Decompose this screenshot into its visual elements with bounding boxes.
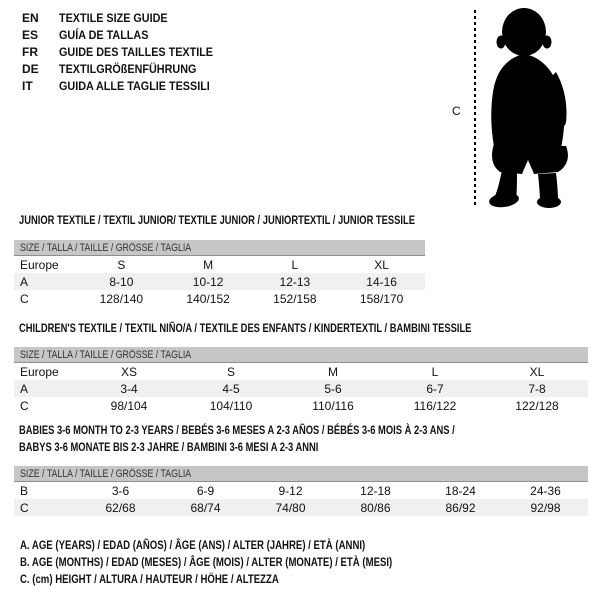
size-header-label: SIZE / TALLA / TAILLE / GRÖSSE / TAGLIA bbox=[14, 240, 425, 256]
note-height-cm-text: C. (cm) HEIGHT / ALTURA / HAUTEUR / HÖHE / ALTEZZA bbox=[20, 572, 279, 586]
row-label: B bbox=[20, 483, 29, 498]
language-code: IT bbox=[22, 79, 33, 93]
babies-table-title-line2-text: BABYS 3-6 MONATE BIS 2-3 JAHRE / BAMBINI 3-6 MESI A 2-3 ANNI bbox=[19, 440, 319, 454]
size-cell: 62/68 bbox=[78, 499, 163, 516]
size-header-label: SIZE / TALLA / TAILLE / GRÖSSE / TAGLIA bbox=[14, 347, 588, 363]
size-cell: 8-10 bbox=[78, 273, 165, 290]
language-row bbox=[22, 61, 230, 78]
language-label: GUIDA ALLE TAGLIE TESSILI bbox=[59, 79, 210, 93]
language-label: GUÍA DE TALLAS bbox=[59, 28, 149, 42]
language-label: GUIDE DES TAILLES TEXTILE bbox=[59, 45, 214, 59]
note-age-months bbox=[20, 554, 485, 571]
size-cell: 74/80 bbox=[248, 499, 333, 516]
note-age-years-text: A. AGE (YEARS) / EDAD (AÑOS) / ÂGE (ANS) / ALTER (JAHRE) / ETÀ (ANNI) bbox=[20, 538, 366, 552]
size-cell: 158/170 bbox=[359, 291, 404, 306]
size-cell: 18-24 bbox=[445, 483, 476, 498]
size-cell: 152/158 bbox=[273, 291, 317, 306]
size-cell: M bbox=[203, 257, 214, 272]
legend-notes bbox=[20, 537, 485, 588]
row-label: C bbox=[20, 398, 29, 413]
children-table-title bbox=[19, 321, 599, 335]
size-cell: 68/74 bbox=[163, 499, 248, 516]
junior-table-title-text: JUNIOR TEXTILE / TEXTIL JUNIOR/ TEXTILE JUNIOR / JUNIORTEXTIL / JUNIOR TESSILE bbox=[19, 213, 415, 227]
babies-table-title-line1 bbox=[19, 423, 578, 437]
size-cell: 6-9 bbox=[196, 483, 215, 498]
size-cell: 12-13 bbox=[252, 273, 339, 290]
size-cell: S bbox=[117, 257, 126, 272]
note-age-months-text: B. AGE (MONTHS) / EDAD (MESES) / ÂGE (MOIS) / ALTER (MONATE) / ETÀ (MESI) bbox=[20, 555, 393, 569]
row-label: Europe bbox=[20, 257, 59, 272]
language-code: EN bbox=[22, 11, 39, 25]
row-label: A bbox=[14, 273, 78, 290]
children-size-table bbox=[14, 347, 588, 414]
table-row bbox=[14, 363, 588, 381]
size-cell: 86/92 bbox=[418, 499, 503, 516]
height-measure-label: C bbox=[452, 104, 461, 118]
babies-size-table bbox=[14, 466, 588, 516]
size-cell: S bbox=[226, 364, 235, 379]
language-code: ES bbox=[22, 28, 39, 42]
junior-table-title bbox=[19, 213, 527, 227]
size-cell: 116/122 bbox=[413, 398, 457, 413]
table-row bbox=[14, 482, 588, 500]
size-cell: 5-6 bbox=[282, 380, 384, 397]
height-measure-dashed-line bbox=[474, 10, 476, 207]
note-height-cm bbox=[20, 571, 485, 588]
size-cell: 12-18 bbox=[360, 483, 391, 498]
size-cell: 14-16 bbox=[338, 273, 425, 290]
table-row bbox=[14, 380, 588, 397]
language-row bbox=[22, 44, 230, 61]
size-cell: 98/104 bbox=[110, 398, 148, 413]
baby-silhouette-icon bbox=[486, 8, 578, 208]
language-row bbox=[22, 10, 230, 27]
babies-table-title-line1-text: BABIES 3-6 MONTH TO 2-3 YEARS / BEBÉS 3-6 MESES A 2-3 AÑOS / BÉBÉS 3-6 MOIS À 2-3 ANS / bbox=[19, 423, 455, 437]
language-label: TEXTILGRÖßENFÜHRUNG bbox=[59, 62, 197, 76]
children-table-title-text: CHILDREN'S TEXTILE / TEXTIL NIÑO/A / TEXTILE DES ENFANTS / KINDERTEXTIL / BAMBINI TESSILE bbox=[19, 321, 472, 335]
row-label: A bbox=[14, 380, 78, 397]
size-cell: 110/116 bbox=[312, 398, 354, 413]
table-row bbox=[14, 290, 425, 307]
size-cell: XL bbox=[529, 364, 545, 379]
size-cell: L bbox=[291, 257, 299, 272]
size-cell: 7-8 bbox=[486, 380, 588, 397]
note-age-years bbox=[20, 537, 485, 554]
row-label: C bbox=[14, 499, 78, 516]
language-row bbox=[22, 78, 230, 95]
size-cell: 10-12 bbox=[165, 273, 252, 290]
language-code: FR bbox=[22, 45, 38, 59]
size-header-row bbox=[14, 240, 425, 256]
size-cell: M bbox=[328, 364, 338, 379]
size-header-row bbox=[14, 347, 588, 363]
language-code: DE bbox=[22, 62, 39, 76]
size-cell: L bbox=[431, 364, 439, 379]
language-label: TEXTILE SIZE GUIDE bbox=[59, 11, 168, 25]
size-header-label: SIZE / TALLA / TAILLE / GRÖSSE / TAGLIA bbox=[14, 466, 588, 482]
table-row bbox=[14, 273, 425, 290]
language-row bbox=[22, 27, 230, 44]
size-header-row bbox=[14, 466, 588, 482]
size-cell: 122/128 bbox=[515, 398, 559, 413]
junior-size-table bbox=[14, 240, 425, 307]
size-cell: 92/98 bbox=[503, 499, 588, 516]
size-cell: 9-12 bbox=[278, 483, 303, 498]
size-cell: 3-6 bbox=[111, 483, 130, 498]
size-cell: 80/86 bbox=[333, 499, 418, 516]
size-cell: XS bbox=[120, 364, 137, 379]
language-list bbox=[22, 10, 230, 95]
table-row bbox=[14, 397, 588, 414]
size-cell: 128/140 bbox=[99, 291, 144, 306]
table-row bbox=[14, 499, 588, 516]
babies-table-title-line2 bbox=[19, 440, 403, 454]
table-row bbox=[14, 256, 425, 274]
size-cell: 3-4 bbox=[78, 380, 180, 397]
size-cell: 24-36 bbox=[530, 483, 561, 498]
size-cell: 4-5 bbox=[180, 380, 282, 397]
size-cell: 104/110 bbox=[209, 398, 253, 413]
size-cell: 6-7 bbox=[384, 380, 486, 397]
size-cell: XL bbox=[374, 257, 389, 272]
row-label: Europe bbox=[20, 364, 59, 379]
size-cell: 140/152 bbox=[186, 291, 230, 306]
row-label: C bbox=[20, 291, 29, 306]
